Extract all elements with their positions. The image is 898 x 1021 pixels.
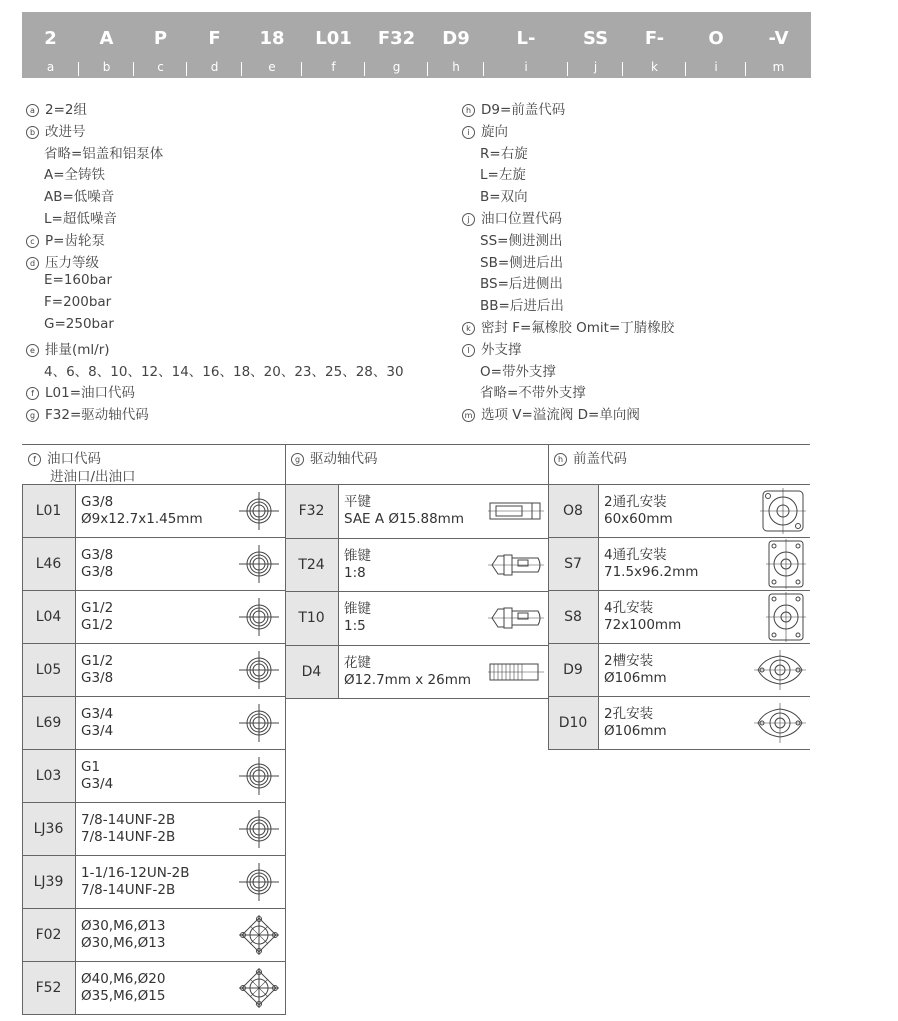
code-value: F-	[644, 28, 665, 49]
description-text: 压力等级	[45, 254, 99, 271]
code-segment	[242, 12, 302, 78]
code-letter: a	[46, 60, 55, 74]
row-spec	[81, 803, 175, 855]
spec-line-2: Ø30,M6,Ø13	[81, 935, 166, 951]
port-code-table	[22, 444, 285, 1004]
description-line	[462, 120, 508, 140]
code-value: P	[153, 28, 168, 49]
description-line	[44, 272, 112, 288]
description-line	[26, 403, 149, 423]
description-text: 省略=铝盖和铝泵体	[44, 145, 164, 162]
row-spec	[344, 646, 471, 699]
description-line	[26, 98, 87, 118]
taper-shaft-icon	[488, 551, 544, 579]
table-row	[22, 697, 285, 750]
spec-line-2: Ø9x12.7x1.45mm	[81, 511, 203, 527]
row-spec	[81, 750, 113, 802]
table-row	[285, 539, 548, 593]
description-line	[44, 294, 111, 310]
code-letter: c	[157, 60, 164, 74]
table-header	[28, 450, 136, 486]
item-marker: g	[26, 409, 39, 422]
description-line	[462, 338, 522, 358]
table-row	[22, 856, 285, 909]
table-header-title: 油口代码	[47, 451, 101, 467]
code-value: D9	[442, 28, 470, 49]
code-letter: f	[331, 60, 336, 74]
description-line	[26, 251, 99, 271]
row-code: O8	[548, 485, 599, 537]
spec-line-2: Ø106mm	[604, 670, 667, 686]
table-header-divider	[548, 484, 810, 485]
code-segment	[623, 12, 686, 78]
flange-port-icon	[237, 966, 281, 1010]
table-header-divider	[285, 484, 548, 485]
description-line	[44, 360, 404, 380]
row-code: F32	[285, 485, 339, 538]
row-spec	[604, 538, 698, 590]
row-spec	[344, 485, 464, 538]
port-circle-icon	[237, 597, 281, 637]
code-value: F	[208, 28, 221, 49]
description-text: 省略=不带外支撑	[480, 385, 586, 402]
table-row	[22, 750, 285, 803]
row-spec	[81, 697, 113, 749]
table-header	[554, 450, 627, 468]
model-code-bar	[22, 12, 811, 78]
row-code: LJ36	[22, 803, 76, 855]
table-row	[22, 485, 285, 538]
code-letter: g	[392, 60, 401, 74]
description-line	[26, 229, 105, 249]
description-line	[462, 98, 565, 118]
spec-line-2: Ø35,M6,Ø15	[81, 988, 166, 1004]
row-spec	[81, 485, 203, 537]
code-segment	[568, 12, 623, 78]
description-text: 2=2组	[45, 102, 87, 118]
table-row	[548, 485, 810, 538]
spec-line-1: 4孔安装	[604, 600, 654, 616]
code-value: A	[99, 28, 114, 49]
code-segment	[134, 12, 187, 78]
code-letter: h	[452, 60, 460, 74]
spec-line-1: G1/2	[81, 600, 114, 616]
code-letter: m	[772, 60, 785, 74]
spec-line-2: 7/8-14UNF-2B	[81, 829, 176, 845]
table-row	[548, 697, 810, 750]
square-flange-icon	[760, 488, 806, 534]
spec-line-1: Ø40,M6,Ø20	[81, 971, 166, 987]
description-line	[480, 142, 528, 162]
spec-line-2: G3/8	[81, 564, 114, 580]
description-line	[44, 185, 114, 205]
description-line	[26, 338, 110, 358]
table-row	[22, 591, 285, 644]
row-code: F02	[22, 909, 76, 961]
description-text: F=200bar	[44, 294, 112, 311]
item-marker: g	[291, 453, 304, 466]
description-text: O=带外支撑	[480, 363, 556, 380]
table-row	[22, 962, 285, 1015]
description-line	[480, 163, 526, 183]
row-spec	[604, 591, 681, 643]
description-text: AB=低噪音	[44, 189, 115, 206]
key-shaft-icon	[488, 498, 544, 524]
description-text: P=齿轮泵	[45, 232, 105, 249]
code-value: 18	[259, 28, 285, 49]
table-row	[285, 646, 548, 700]
row-spec	[81, 538, 113, 590]
item-marker: c	[26, 235, 39, 248]
description-text: BB=后进后出	[480, 298, 564, 315]
description-line	[480, 272, 563, 292]
description-text: E=160bar	[44, 272, 113, 289]
item-marker: d	[26, 257, 39, 270]
spec-line-2: 72x100mm	[604, 617, 682, 633]
item-marker: m	[462, 409, 475, 422]
row-code: L69	[22, 697, 76, 749]
spec-line-1: G1	[81, 759, 101, 775]
table-header-divider	[22, 484, 285, 485]
description-line	[44, 207, 117, 227]
table-row	[22, 909, 285, 962]
description-text: 旋向	[481, 123, 508, 140]
table-row	[285, 485, 548, 539]
code-segment	[484, 12, 568, 78]
port-circle-icon	[237, 862, 281, 902]
spec-line-2: G1/2	[81, 617, 114, 633]
oval-flange-icon	[754, 703, 806, 743]
code-segment	[187, 12, 242, 78]
code-segment	[302, 12, 365, 78]
spec-line-1: Ø30,M6,Ø13	[81, 918, 166, 934]
port-circle-icon	[237, 491, 281, 531]
table-row	[548, 591, 810, 644]
description-line	[462, 316, 674, 336]
flange-port-icon	[237, 913, 281, 957]
description-text: 排量(ml/r)	[45, 341, 110, 358]
spec-line-2: G3/4	[81, 723, 114, 739]
spec-line-2: 71.5x96.2mm	[604, 564, 699, 580]
description-line	[44, 163, 105, 183]
shaft-code-table	[285, 444, 548, 688]
row-code: F52	[22, 962, 76, 1014]
description-text: B=双向	[480, 189, 528, 206]
spec-line-1: 花键	[344, 654, 371, 671]
oval-flange-icon	[754, 650, 806, 690]
description-text: 4、6、8、10、12、14、16、18、20、23、25、28、30	[44, 363, 404, 380]
description-text: 油口位置代码	[481, 211, 562, 227]
row-spec	[81, 644, 113, 696]
row-spec	[604, 485, 673, 537]
code-letter: i	[714, 60, 718, 74]
row-spec	[81, 909, 165, 961]
row-code: L03	[22, 750, 76, 802]
description-text: SS=侧进测出	[480, 232, 563, 249]
description-text: 选项 V=溢流阀 D=单向阀	[481, 407, 640, 424]
table-border-left	[548, 485, 549, 750]
item-marker: h	[554, 453, 567, 466]
row-spec	[81, 591, 113, 643]
description-line	[480, 229, 562, 249]
row-spec	[604, 697, 667, 749]
description-line	[26, 381, 135, 401]
spec-line-1: 平键	[344, 494, 371, 511]
row-spec	[81, 856, 190, 908]
item-marker: e	[26, 344, 39, 357]
port-circle-icon	[237, 703, 281, 743]
item-marker: j	[462, 213, 475, 226]
table-header-subtitle: 进油口/出油口	[50, 469, 136, 485]
spec-line-2: Ø106mm	[604, 723, 667, 739]
code-segment	[746, 12, 811, 78]
front-cover-table	[548, 444, 810, 739]
table-row	[548, 644, 810, 697]
code-value: L01	[315, 28, 352, 49]
description-line	[480, 185, 528, 205]
description-text: L01=油口代码	[45, 385, 136, 402]
taper-shaft-icon	[488, 604, 544, 632]
code-letter: j	[593, 60, 598, 74]
row-code: T24	[285, 539, 339, 592]
port-circle-icon	[237, 756, 281, 796]
description-text: SB=侧进后出	[480, 254, 564, 271]
item-marker: i	[462, 126, 475, 139]
code-segment	[79, 12, 134, 78]
table-row	[22, 538, 285, 591]
spec-line-1: 7/8-14UNF-2B	[81, 812, 176, 828]
row-code: L46	[22, 538, 76, 590]
port-circle-icon	[237, 544, 281, 584]
row-spec	[344, 592, 371, 645]
description-line	[480, 381, 586, 401]
item-marker: f	[28, 453, 41, 466]
description-line	[44, 142, 163, 162]
spec-line-1: 锥键	[344, 547, 371, 564]
description-text: 密封 F=氟橡胶 Omit=丁腈橡胶	[481, 320, 675, 336]
row-spec	[344, 539, 371, 592]
description-line	[44, 316, 114, 332]
row-code: L04	[22, 591, 76, 643]
row-code: T10	[285, 592, 339, 645]
spec-line-2: 1:8	[344, 564, 366, 581]
spec-line-2: SAE A Ø15.88mm	[344, 511, 464, 528]
spec-line-1: 2槽安装	[604, 653, 654, 669]
spec-line-1: 4通孔安装	[604, 547, 667, 563]
item-marker: b	[26, 126, 39, 139]
code-segment	[365, 12, 428, 78]
row-spec	[604, 644, 667, 696]
spec-line-2: G3/8	[81, 670, 114, 686]
description-line	[480, 251, 563, 271]
code-segment	[686, 12, 746, 78]
row-code: S7	[548, 538, 599, 590]
item-marker: k	[462, 322, 475, 335]
description-line	[462, 403, 640, 423]
table-row	[22, 644, 285, 697]
spec-line-1: 2通孔安装	[604, 494, 667, 510]
description-text: 外支撑	[481, 341, 522, 358]
spec-line-2: 7/8-14UNF-2B	[81, 882, 176, 898]
spec-line-1: G3/4	[81, 706, 114, 722]
code-letter: b	[102, 60, 111, 74]
spec-line-2: G3/4	[81, 776, 114, 792]
code-letter: e	[268, 60, 276, 74]
spec-line-1: G3/8	[81, 494, 114, 510]
spec-line-2: 60x60mm	[604, 511, 673, 527]
item-marker: h	[462, 104, 475, 117]
table-header	[291, 450, 378, 468]
code-value: F32	[377, 28, 416, 49]
spec-line-2: Ø12.7mm x 26mm	[344, 671, 472, 688]
code-letter: d	[210, 60, 219, 74]
spec-line-1: 锥键	[344, 601, 371, 618]
port-circle-icon	[237, 650, 281, 690]
table-row	[285, 592, 548, 646]
port-circle-icon	[237, 809, 281, 849]
row-code: LJ39	[22, 856, 76, 908]
spec-line-1: 1-1/16-12UN-2B	[81, 865, 190, 881]
code-segment	[428, 12, 484, 78]
description-line	[480, 360, 556, 380]
rect-flange-icon	[766, 539, 806, 589]
table-row	[548, 538, 810, 591]
description-text: L=超低噪音	[44, 211, 117, 227]
item-marker: f	[26, 387, 39, 400]
table-header-title: 前盖代码	[573, 451, 627, 467]
item-marker: l	[462, 344, 475, 357]
table-border-left	[285, 485, 286, 699]
row-code: L01	[22, 485, 76, 537]
row-code: D4	[285, 646, 339, 699]
spec-line-2: 1:5	[344, 618, 366, 635]
spec-line-1: G3/8	[81, 547, 114, 563]
description-text: L=左旋	[480, 167, 526, 184]
code-value: -V	[768, 28, 789, 49]
code-value: L-	[516, 28, 536, 49]
row-code: D9	[548, 644, 599, 696]
code-segment	[22, 12, 79, 78]
description-text: A=全铸铁	[44, 167, 106, 184]
description-text: R=右旋	[480, 145, 528, 162]
description-line	[462, 207, 562, 227]
spline-shaft-icon	[488, 659, 544, 685]
spec-line-1: 2孔安装	[604, 706, 654, 722]
spec-line-1: G1/2	[81, 653, 114, 669]
description-text: 改进号	[45, 123, 86, 140]
code-letter: i	[524, 60, 528, 74]
description-text: F32=驱动轴代码	[45, 407, 149, 424]
table-border-left	[22, 485, 23, 1015]
item-marker: a	[26, 104, 39, 117]
row-code: S8	[548, 591, 599, 643]
rect-flange-icon	[766, 592, 806, 642]
description-line	[480, 294, 564, 314]
description-text: G=250bar	[44, 316, 114, 332]
code-value: SS	[582, 28, 609, 49]
description-text: D9=前盖代码	[481, 102, 566, 118]
code-letter: k	[651, 60, 658, 74]
table-header-title: 驱动轴代码	[310, 451, 378, 467]
code-value: 2	[44, 28, 57, 49]
description-text: BS=后进侧出	[480, 276, 563, 293]
row-code: D10	[548, 697, 599, 749]
row-code: L05	[22, 644, 76, 696]
description-line	[26, 120, 86, 140]
code-value: O	[708, 28, 724, 49]
row-spec	[81, 962, 165, 1014]
table-row	[22, 803, 285, 856]
